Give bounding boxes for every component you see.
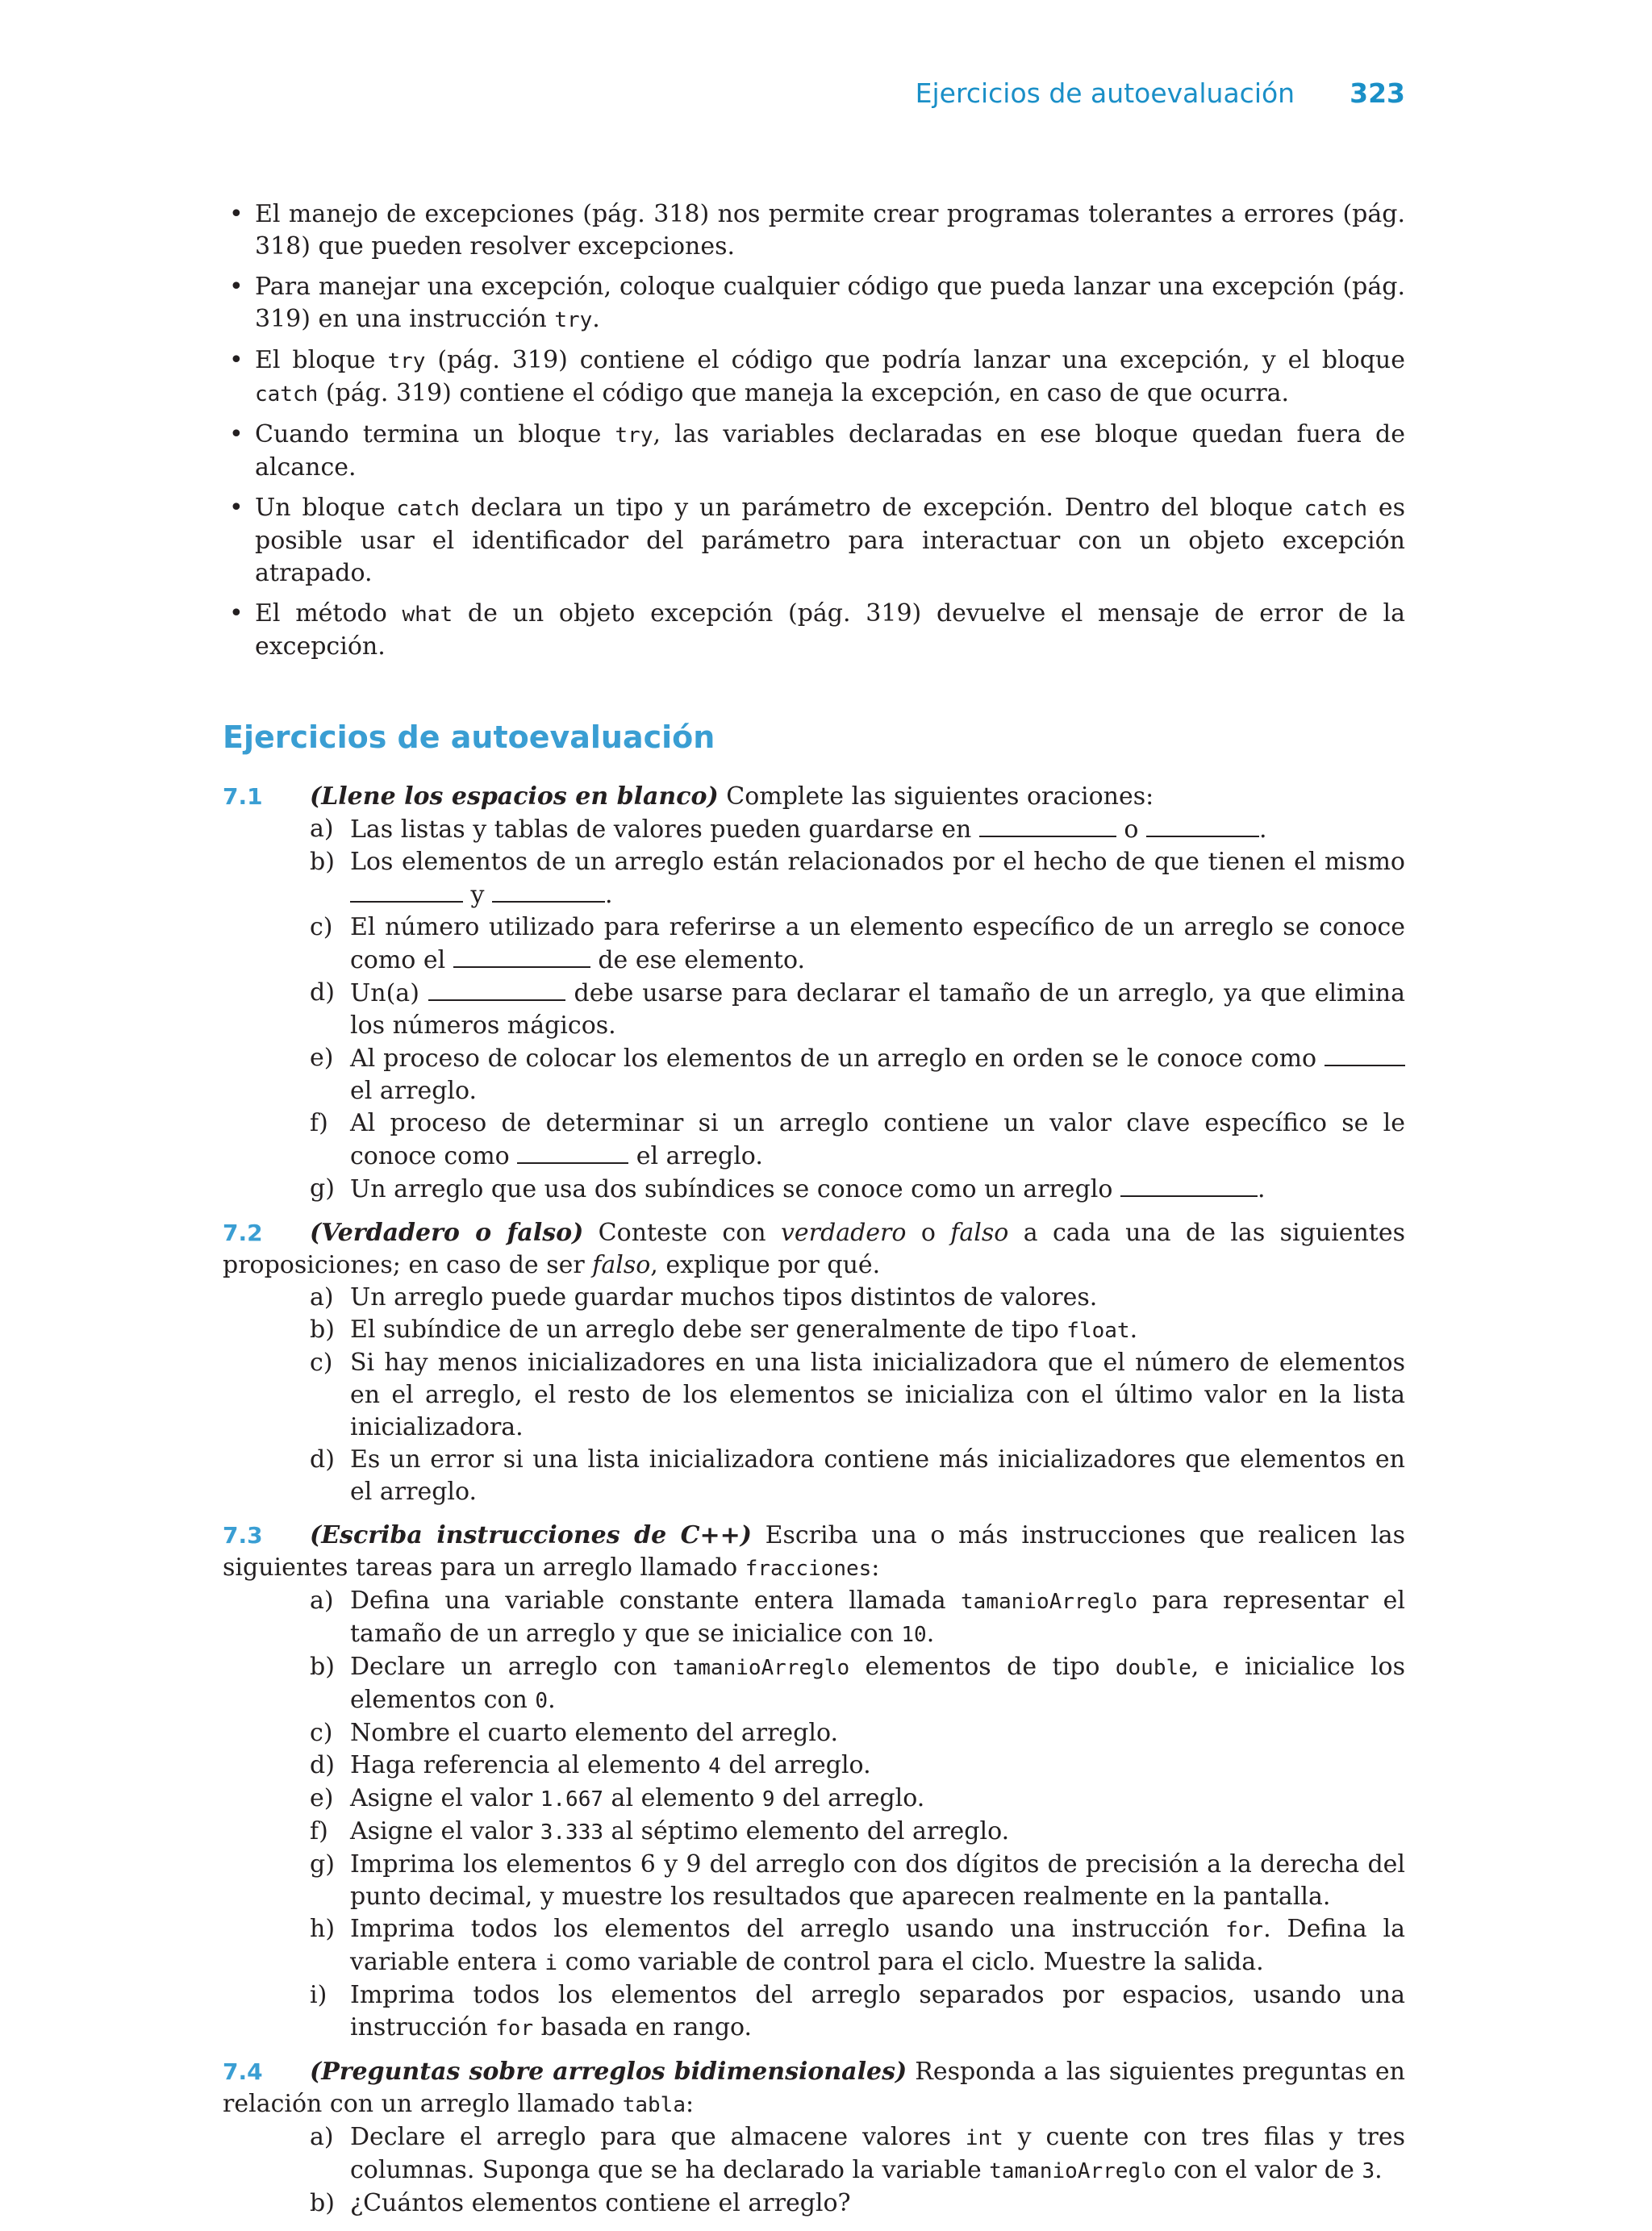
item-label: b)	[310, 1316, 335, 1344]
text-run: Conteste con	[583, 1219, 781, 1247]
text-run: a cada una de las siguientes proposiciones; en caso de ser	[223, 1219, 1405, 1279]
bullet-icon: •	[229, 273, 244, 301]
exercise	[223, 1217, 1405, 1508]
text-run: el arreglo.	[628, 1142, 763, 1170]
text-run: (pág. 319) contiene el código que podría lanzar una excepción, y el bloque	[425, 346, 1405, 374]
exercise	[223, 2056, 1405, 2220]
text-run: El subíndice de un arreglo debe ser generalmente de tipo	[350, 1316, 1067, 1344]
text-run: .	[1375, 2156, 1383, 2184]
fill-in-blank	[350, 878, 463, 903]
exercise-topic: (Preguntas sobre arreglos bidimensionales)	[310, 2058, 907, 2086]
bullet-icon: •	[229, 420, 244, 448]
exercise-topic: (Verdadero o falso)	[310, 1219, 584, 1247]
item-label: a)	[310, 2123, 334, 2151]
fill-in-blank	[979, 813, 1116, 837]
text-run: es posible usar el identificador del parámetro para interactuar con un objeto excepción atrapado.	[255, 494, 1405, 587]
italic-term: verdadero	[780, 1219, 907, 1247]
text-run: el arreglo.	[350, 1077, 478, 1105]
fill-in-blank	[1325, 1042, 1405, 1066]
exercise-item	[223, 2187, 1405, 2220]
item-label: b)	[310, 848, 335, 876]
code-term: 9	[761, 1787, 775, 1812]
fill-in-blank	[517, 1140, 628, 1164]
text-run: Al proceso de determinar si un arreglo contiene un valor clave específico se le conoce como	[350, 1109, 1405, 1170]
text-run: Un arreglo que usa dos subíndices se conoce como un arreglo	[350, 1175, 1120, 1203]
exercise-number: 7.1	[223, 783, 263, 810]
text-run: , e inicialice los elementos con	[350, 1653, 1405, 1714]
code-term: 3	[1362, 2159, 1375, 2183]
bullet-icon: •	[229, 494, 244, 522]
item-label: a)	[310, 815, 334, 843]
exercise-statement	[223, 2056, 1405, 2121]
text-run: El número utilizado para referirse a un elemento específico de un arreglo se conoce como el	[350, 913, 1405, 974]
exercise-item	[223, 977, 1405, 1042]
summary-bullet	[223, 344, 1405, 411]
exercise-item	[223, 1651, 1405, 1717]
text-run: Un bloque	[255, 494, 397, 522]
code-term: tabla	[622, 2093, 686, 2117]
text-run: Complete las siguientes oraciones:	[718, 782, 1154, 811]
fill-in-blank	[1146, 813, 1259, 837]
exercise-statement	[223, 1217, 1405, 1282]
text-run: El manejo de excepciones (pág. 318) nos permite crear programas tolerantes a errores (pág. 318) que pueden resolver excepciones.	[255, 200, 1405, 261]
item-label: a)	[310, 1283, 334, 1311]
text-run: de ese elemento.	[590, 946, 806, 974]
text-run: Es un error si una lista inicializadora contiene más inicializadores que elementos en el arreglo.	[350, 1445, 1405, 1506]
exercise-item	[223, 1816, 1405, 1849]
bullet-icon: •	[229, 599, 244, 628]
item-label: b)	[310, 2189, 335, 2217]
code-term: for	[1225, 1918, 1264, 1942]
code-term: 1.667	[540, 1787, 604, 1812]
item-label: h)	[310, 1915, 336, 1943]
exercise-item	[223, 1979, 1405, 2045]
text-run: El método	[255, 599, 403, 628]
exercise-item	[223, 813, 1405, 846]
code-term: int	[965, 2126, 1003, 2150]
exercise-statement	[223, 781, 1405, 813]
exercise-item	[223, 1282, 1405, 1314]
summary-bullet	[223, 271, 1405, 336]
exercise-number: 7.3	[223, 1522, 263, 1549]
code-term: i	[544, 1951, 558, 1975]
item-label: e)	[310, 1044, 334, 1072]
text-run: , las variables declaradas en ese bloque quedan fuera de alcance.	[255, 420, 1405, 482]
exercise-statement	[223, 1520, 1405, 1585]
italic-term: falso	[950, 1219, 1009, 1247]
item-label: g)	[310, 1850, 335, 1879]
summary-bullet	[223, 492, 1405, 590]
text-run: Declare el arreglo para que almacene valores	[350, 2123, 966, 2151]
code-term: tamanioArreglo	[989, 2159, 1166, 2183]
text-run: Imprima todos los elementos del arreglo usando una instrucción	[350, 1915, 1226, 1943]
text-run: :	[686, 2090, 695, 2118]
text-run: Un(a)	[350, 979, 428, 1007]
item-label: a)	[310, 1587, 334, 1615]
text-run: Cuando termina un bloque	[255, 420, 615, 448]
text-run: con el valor de	[1166, 2156, 1362, 2184]
exercise-number: 7.4	[223, 2058, 263, 2085]
page-body	[223, 198, 1405, 2231]
text-run: del arreglo.	[720, 1751, 871, 1779]
text-run: Asigne el valor	[350, 1817, 540, 1845]
exercise-items	[223, 1585, 1405, 2045]
text-run: Imprima los elementos 6 y 9 del arreglo con dos dígitos de precisión a la derecha del punto decimal, y muestre los resultados que aparecen realmente en la pantalla.	[350, 1850, 1405, 1911]
text-run: Responda a las siguientes preguntas en relación con un arreglo llamado	[223, 2058, 1405, 2118]
text-run: Declare un arreglo con	[350, 1653, 673, 1681]
code-term: try	[387, 349, 426, 373]
code-term: for	[495, 2016, 534, 2041]
item-label: g)	[310, 1174, 335, 1203]
summary-bullet	[223, 598, 1405, 663]
item-label: d)	[310, 1445, 335, 1474]
exercise	[223, 1520, 1405, 2045]
text-run: , explique por qué.	[650, 1251, 881, 1279]
page-number: 323	[1350, 77, 1405, 109]
exercise-item	[223, 1783, 1405, 1816]
text-run: elementos de tipo	[849, 1653, 1116, 1681]
text-run: Los elementos de un arreglo están relacionados por el hecho de que tienen el mismo	[350, 848, 1405, 876]
italic-term: falso	[592, 1251, 651, 1279]
text-run: .	[1258, 815, 1267, 844]
item-label: f)	[310, 1109, 328, 1137]
text-run: debe usarse para declarar el tamaño de un arreglo, ya que elimina los números mágicos.	[350, 979, 1406, 1040]
text-run: .	[592, 305, 600, 333]
item-label: d)	[310, 978, 335, 1007]
text-run: Al proceso de colocar los elementos de un arreglo en orden se le conoce como	[350, 1045, 1325, 1073]
item-label: f)	[310, 1817, 328, 1845]
exercise-item	[223, 1314, 1405, 1347]
item-label: b)	[310, 1653, 335, 1681]
exercise-item	[223, 1107, 1405, 1173]
text-run: Nombre el cuarto elemento del arreglo.	[350, 1719, 839, 1747]
running-header	[916, 77, 1405, 109]
text-run: :	[871, 1553, 880, 1582]
item-label: i)	[310, 1981, 327, 2009]
summary-bullet	[223, 198, 1405, 263]
exercise-list	[223, 781, 1405, 2220]
item-label: c)	[310, 913, 333, 941]
code-term: try	[554, 308, 593, 332]
exercise-item	[223, 1042, 1405, 1107]
text-run: para representar el tamaño de un arreglo y que se inicialice con	[350, 1587, 1405, 1648]
summary-bullet-list	[223, 198, 1405, 663]
exercise-item	[223, 911, 1405, 977]
exercise-number: 7.2	[223, 1220, 263, 1246]
exercise-item	[223, 2121, 1405, 2187]
bullet-icon: •	[229, 200, 244, 228]
text-run: . Defina la variable entera	[350, 1915, 1405, 1976]
text-run: (pág. 319) contiene el código que maneja la excepción, en caso de que ocurra.	[318, 379, 1290, 407]
exercise-topic: (Llene los espacios en blanco)	[310, 782, 719, 811]
text-run: El bloque	[255, 346, 388, 374]
code-term: 0	[535, 1689, 549, 1713]
exercise-item	[223, 1444, 1405, 1508]
text-run: declara un tipo y un parámetro de excepción. Dentro del bloque	[459, 494, 1304, 522]
fill-in-blank	[453, 944, 590, 968]
exercise-items	[223, 2121, 1405, 2220]
text-run: Un arreglo puede guardar muchos tipos distintos de valores.	[350, 1283, 1098, 1311]
text-run: al séptimo elemento del arreglo.	[603, 1817, 1010, 1845]
item-label: c)	[310, 1719, 333, 1747]
code-term: catch	[396, 497, 460, 521]
code-term: try	[615, 423, 653, 448]
exercise-item	[223, 1717, 1405, 1749]
code-term: double	[1115, 1656, 1191, 1680]
text-run: basada en rango.	[533, 2013, 753, 2041]
text-run: Imprima todos los elementos del arreglo separados por espacios, usando una instrucción	[350, 1981, 1405, 2041]
exercise-item	[223, 1585, 1405, 1651]
text-run: o	[906, 1219, 951, 1247]
item-label: d)	[310, 1751, 335, 1779]
exercise-item	[223, 1173, 1405, 1206]
text-run: del arreglo.	[774, 1784, 925, 1812]
text-run: Asigne el valor	[350, 1784, 540, 1812]
exercise-item	[223, 1913, 1405, 1979]
code-term: 10	[901, 1623, 927, 1647]
text-run: Defina una variable constante entera llamada	[350, 1587, 962, 1615]
exercise-item	[223, 846, 1405, 911]
fill-in-blank	[492, 878, 605, 903]
text-run: .	[926, 1620, 935, 1648]
code-term: float	[1066, 1319, 1130, 1343]
exercise-items	[223, 813, 1405, 1206]
text-run: Las listas y tablas de valores pueden guardarse en	[350, 815, 979, 844]
text-run: y cuente con tres filas y tres columnas. Suponga que se ha declarado la variable	[350, 2123, 1405, 2184]
fill-in-blank	[1120, 1173, 1258, 1197]
code-term: what	[402, 603, 453, 627]
code-term: fracciones	[745, 1557, 872, 1581]
text-run: como variable de control para el ciclo. Muestre la salida.	[557, 1948, 1264, 1976]
text-run: al elemento	[603, 1784, 762, 1812]
text-run: .	[548, 1686, 556, 1714]
text-run: .	[1129, 1316, 1138, 1344]
code-term: tamanioArreglo	[961, 1590, 1138, 1614]
text-run: .	[605, 881, 613, 909]
text-run: .	[1257, 1175, 1266, 1203]
bullet-icon: •	[229, 346, 244, 374]
code-term: catch	[1304, 497, 1367, 521]
text-run: Si hay menos inicializadores en una lista inicializadora que el número de elementos en el arreglo, el resto de los elementos se inicializa con el último valor en la lista inicializadora.	[350, 1349, 1405, 1441]
item-label: e)	[310, 1784, 334, 1812]
text-run: y	[463, 881, 493, 909]
exercise	[223, 781, 1405, 1206]
text-run: Haga referencia al elemento	[350, 1751, 709, 1779]
exercise-topic: (Escriba instrucciones de C++)	[310, 1521, 752, 1549]
exercise-item	[223, 1749, 1405, 1783]
text-run: de un objeto excepción (pág. 319) devuelve el mensaje de error de la excepción.	[255, 599, 1405, 661]
text-run: ¿Cuántos elementos contiene el arreglo?	[350, 2189, 851, 2217]
code-term: 3.333	[540, 1820, 604, 1845]
summary-bullet	[223, 419, 1405, 484]
running-title: Ejercicios de autoevaluación	[915, 77, 1295, 109]
exercise-items	[223, 1282, 1405, 1508]
exercise-item	[223, 1347, 1405, 1444]
section-title: Ejercicios de autoevaluación	[223, 719, 715, 755]
code-term: 4	[708, 1754, 721, 1779]
text-run: Para manejar una excepción, coloque cualquier código que pueda lanzar una excepción (pág. 319) en una instrucción	[255, 273, 1405, 333]
fill-in-blank	[428, 977, 565, 1001]
exercise-item	[223, 1849, 1405, 1913]
code-term: catch	[255, 382, 319, 407]
code-term: tamanioArreglo	[672, 1656, 850, 1680]
text-run: Escriba una o más instrucciones que realicen las siguientes tareas para un arreglo llamado	[223, 1521, 1405, 1582]
text-run: o	[1116, 815, 1146, 844]
item-label: c)	[310, 1349, 333, 1377]
